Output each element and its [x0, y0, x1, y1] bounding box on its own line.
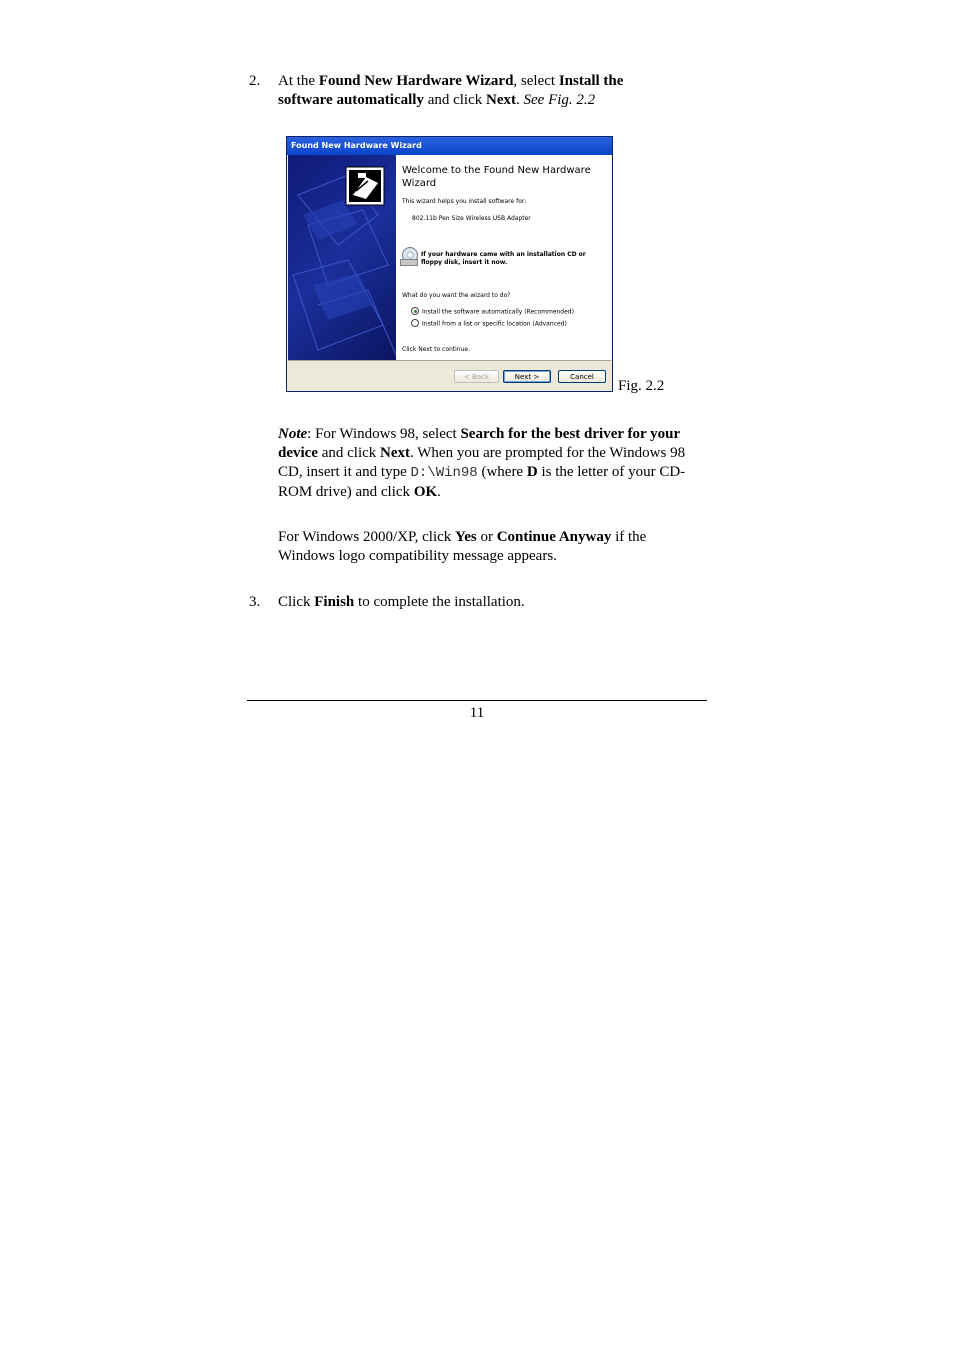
button-separator	[288, 360, 611, 361]
wizard-intro: This wizard helps you install software for:	[402, 198, 527, 205]
next-button[interactable]: Next >	[503, 370, 551, 383]
option-label: Install from a list or specific location (Advanced)	[422, 320, 567, 328]
step-number: 3.	[249, 594, 261, 610]
bold-text: OK	[413, 484, 438, 500]
text: to complete the installation.	[354, 594, 525, 610]
option-install-from-list[interactable]	[411, 320, 567, 329]
windows-xp-note	[278, 528, 690, 566]
footer-rule	[247, 700, 707, 701]
figure-label: Fig. 2.2	[618, 378, 665, 394]
text: and click	[423, 92, 487, 108]
windows98-note	[278, 425, 690, 502]
step-2-text	[278, 72, 673, 110]
text: .	[437, 484, 441, 500]
bold-text: Search for the best driver for your device	[278, 426, 680, 461]
bold-text: D	[526, 464, 538, 480]
cancel-button[interactable]: Cancel	[558, 370, 606, 383]
wizard-heading: Welcome to the Found New Hardware Wizard	[402, 165, 591, 189]
found-new-hardware-wizard-dialog	[286, 136, 613, 392]
text: and click	[317, 445, 381, 461]
bold-text: Next	[380, 445, 411, 461]
bold-text: Yes	[455, 529, 477, 545]
back-button[interactable]: < Back	[454, 370, 499, 383]
radio-unselected-icon[interactable]	[411, 319, 419, 327]
bold-text: Next	[486, 92, 517, 108]
text: At the	[278, 73, 319, 89]
bold-text: Finish	[314, 594, 355, 610]
figure-reference: See Fig. 2.2	[523, 92, 596, 108]
bold-text: Install the software automatically	[278, 73, 624, 108]
wizard-banner-graphic	[288, 155, 396, 360]
wizard-content-panel	[396, 155, 611, 360]
text: . When you are prompted for the Windows 98 CD, insert it and type	[278, 445, 686, 480]
device-name: 802.11b Pen Size Wireless USB Adapter	[412, 215, 531, 222]
text: , select	[513, 73, 559, 89]
text: For Windows 2000/XP, click	[278, 529, 456, 545]
text: if the Windows logo compatibility message appears.	[278, 529, 647, 564]
step-3-text	[278, 593, 690, 612]
option-label: Install the software automatically (Recommended)	[422, 308, 574, 316]
text: .	[516, 92, 524, 108]
step-number: 2.	[249, 73, 261, 89]
text: (where	[477, 464, 527, 480]
banner-art-icon	[288, 155, 396, 360]
bold-text: Found New Hardware Wizard	[318, 73, 514, 89]
radio-selected-icon[interactable]	[411, 307, 419, 315]
note-label: Note	[278, 426, 308, 442]
text: : For Windows 98, select	[307, 426, 461, 442]
cd-instruction: If your hardware came with an installation CD or floppy disk, insert it now.	[421, 251, 586, 266]
text: or	[476, 529, 497, 545]
wizard-question: What do you want the wizard to do?	[402, 292, 511, 299]
text: is the letter of your CD-ROM drive) and click	[278, 464, 686, 500]
option-install-automatically[interactable]	[411, 308, 574, 317]
page-number: 11	[469, 705, 485, 721]
code-path: D:\Win98	[410, 465, 478, 481]
drive-icon	[400, 259, 418, 266]
text: Click	[278, 594, 315, 610]
bold-text: Continue Anyway	[496, 529, 612, 545]
continue-instruction: Click Next to continue.	[402, 346, 471, 353]
dialog-title-bar: Found New Hardware Wizard	[287, 137, 612, 155]
